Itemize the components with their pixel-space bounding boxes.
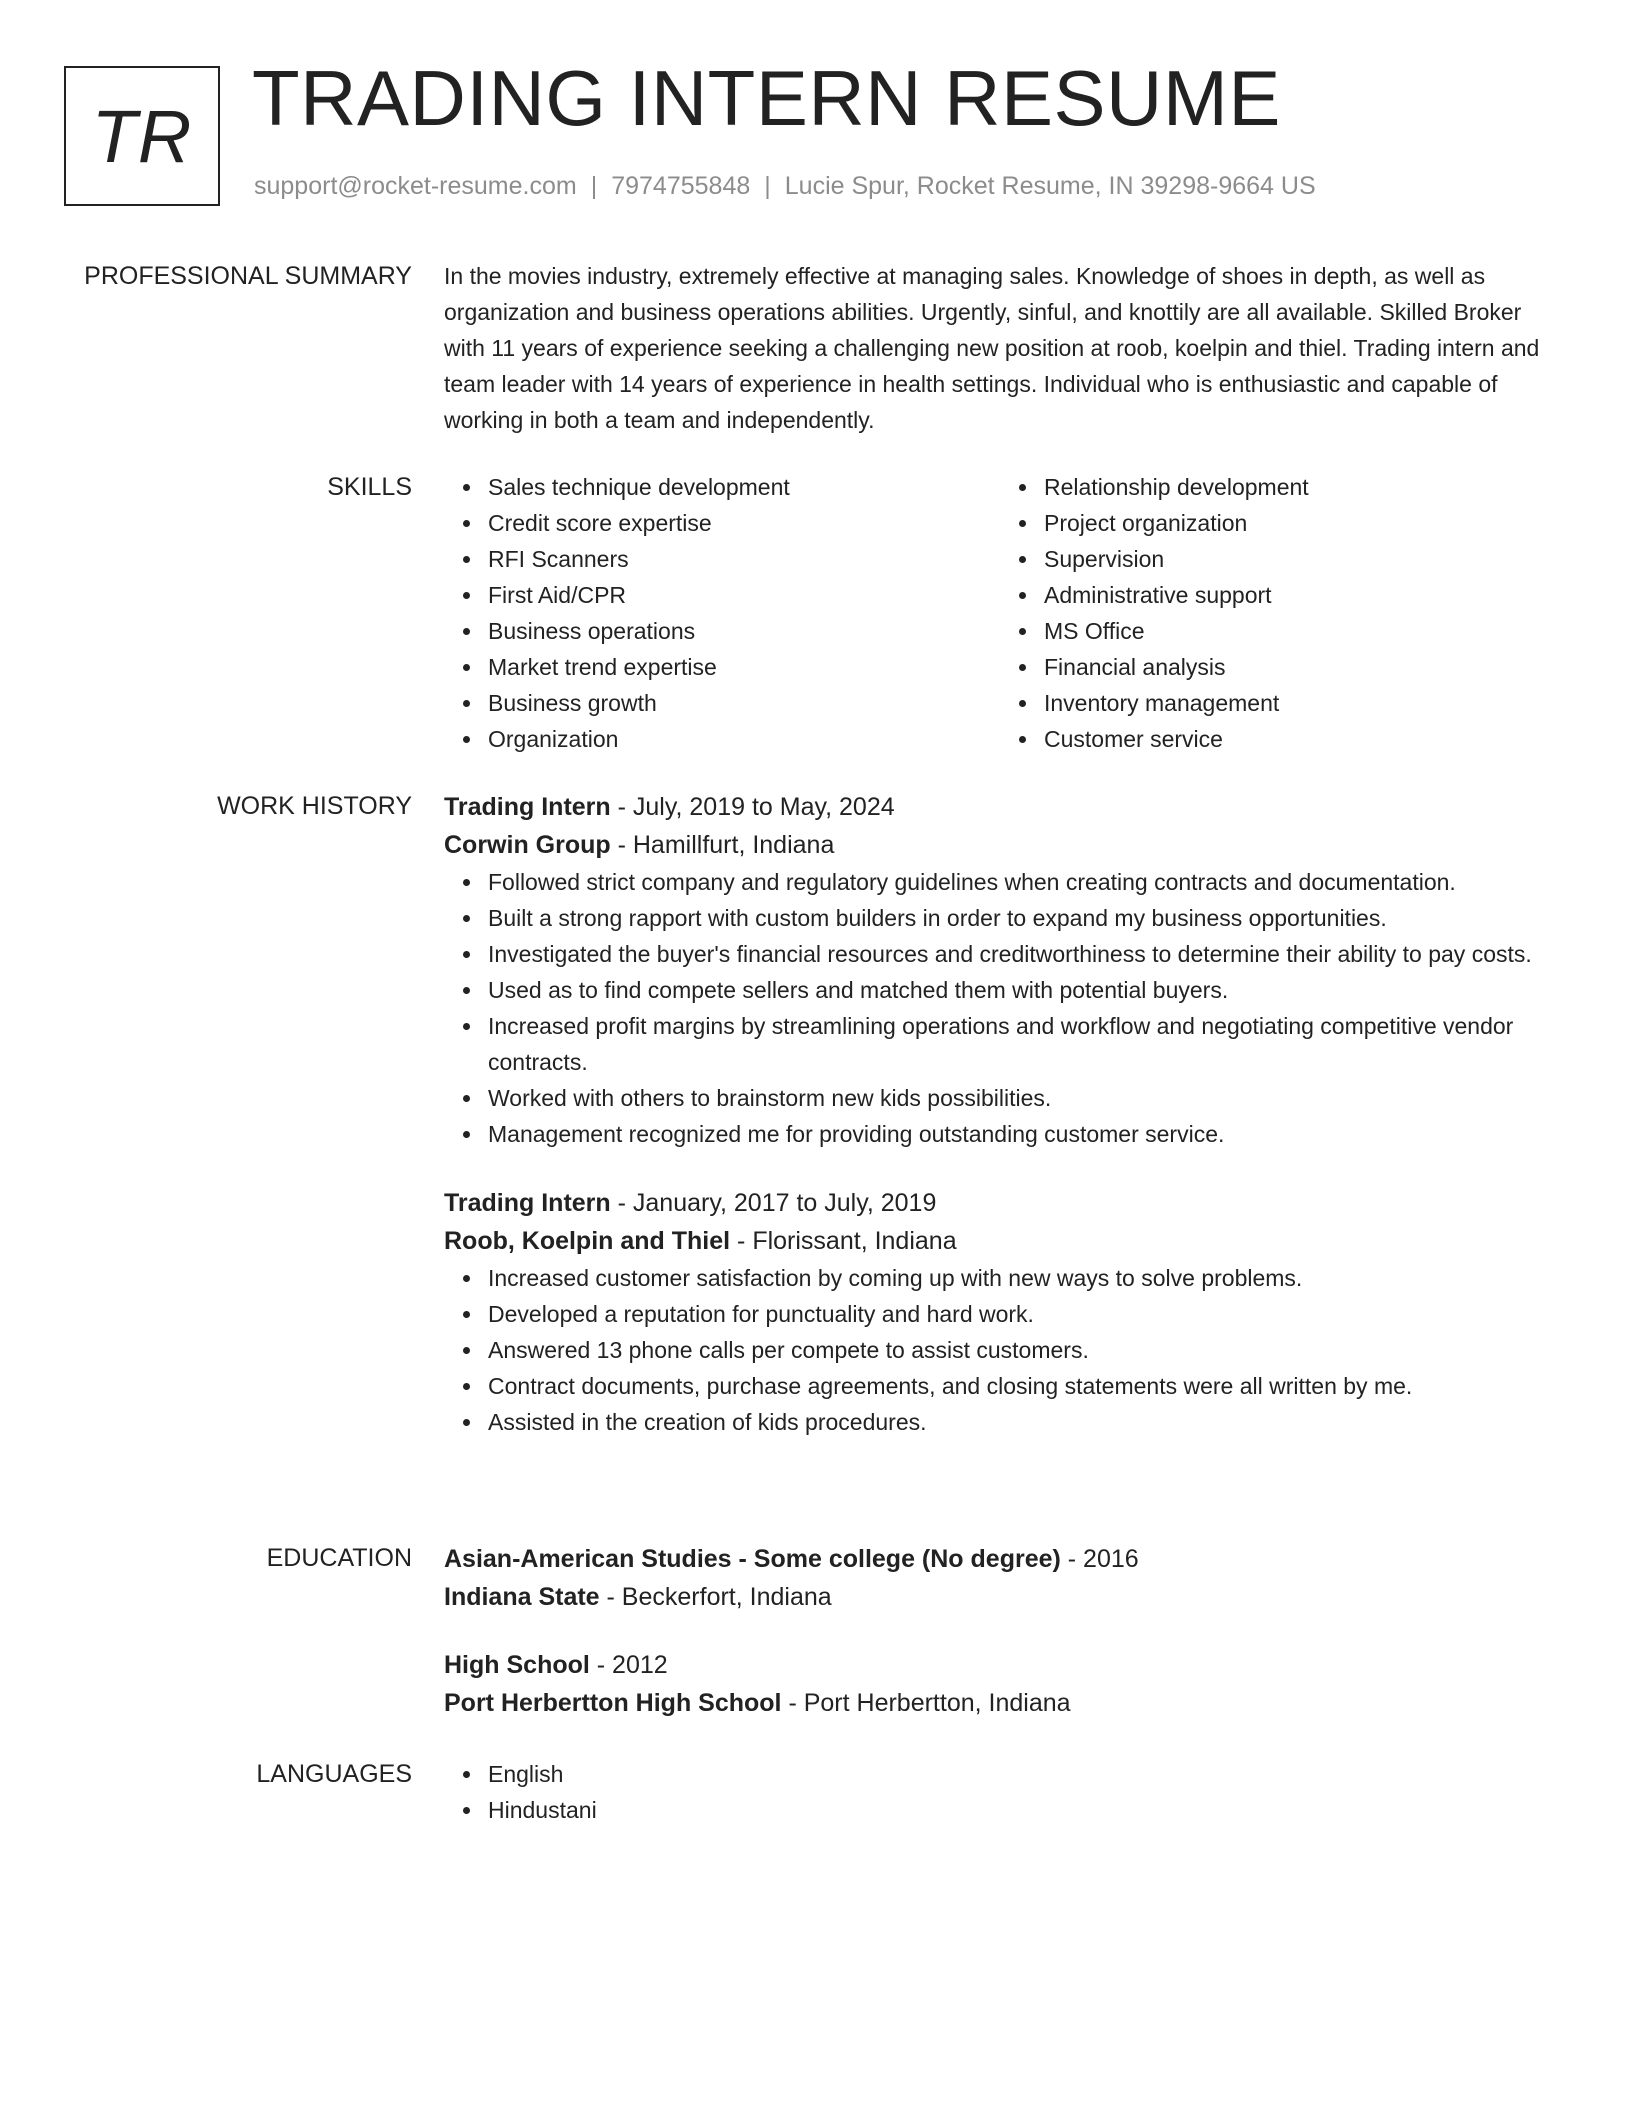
- skill-item: Relationship development: [1044, 469, 1556, 505]
- contact-separator: |: [764, 172, 771, 200]
- job-entry: [444, 1184, 1556, 1440]
- language-item: English: [488, 1756, 1556, 1792]
- job-duty-item: Followed strict company and regulatory guidelines when creating contracts and documentation.: [488, 864, 1556, 900]
- job-dates: - January, 2017 to July, 2019: [610, 1189, 937, 1217]
- section-heading-education: EDUCATION: [266, 1544, 412, 1572]
- job-title: Trading Intern: [444, 1189, 611, 1217]
- skill-item: Project organization: [1044, 505, 1556, 541]
- skill-item: Business operations: [488, 613, 1000, 649]
- job-duties-list: [444, 864, 1556, 1152]
- skill-item: Business growth: [488, 685, 1000, 721]
- education-entry: [444, 1540, 1556, 1616]
- skill-item: RFI Scanners: [488, 541, 1000, 577]
- job-duty-item: Management recognized me for providing outstanding customer service.: [488, 1116, 1556, 1152]
- education-year: - 2012: [589, 1651, 668, 1679]
- education-body: [444, 1540, 1556, 1722]
- education-entry: [444, 1646, 1556, 1722]
- skill-item: Credit score expertise: [488, 505, 1000, 541]
- skills-list-right: [1000, 469, 1556, 757]
- monogram-box: [64, 66, 220, 206]
- job-duty-item: Built a strong rapport with custom builders in order to expand my business opportunities.: [488, 900, 1556, 936]
- skill-item: Customer service: [1044, 721, 1556, 757]
- job-duty-item: Assisted in the creation of kids procedures.: [488, 1404, 1556, 1440]
- job-company-line: [444, 826, 1556, 864]
- summary-text: In the movies industry, extremely effective at managing sales. Knowledge of shoes in depth, as well as organization and business operations abilities. Urgently, sinful, and knottily are all available. Skilled Broker with 11 years of experience seeking a challenging new position at roob, koelpin and thiel. Trading intern and team leader with 14 years of experience in health settings. Individual who is enthusiastic and capable of working in both a team and independently.: [444, 263, 1540, 433]
- language-item: Hindustani: [488, 1792, 1556, 1828]
- skill-item: Financial analysis: [1044, 649, 1556, 685]
- section-heading-languages: LANGUAGES: [256, 1760, 412, 1788]
- work-body: [444, 788, 1556, 1440]
- job-company: Corwin Group: [444, 831, 611, 859]
- education-year: - 2016: [1060, 1545, 1139, 1573]
- skill-item: Supervision: [1044, 541, 1556, 577]
- skill-item: Organization: [488, 721, 1000, 757]
- job-location: - Hamillfurt, Indiana: [610, 831, 835, 859]
- skill-item: First Aid/CPR: [488, 577, 1000, 613]
- job-entry: [444, 788, 1556, 1152]
- job-duty-item: Worked with others to brainstorm new kids possibilities.: [488, 1080, 1556, 1116]
- skill-item: Sales technique development: [488, 469, 1000, 505]
- education-school-line: [444, 1684, 1556, 1722]
- skill-item: Market trend expertise: [488, 649, 1000, 685]
- resume-title: TRADING INTERN RESUME: [252, 54, 1281, 142]
- section-heading-summary: PROFESSIONAL SUMMARY: [84, 262, 412, 290]
- education-degree: High School: [444, 1651, 590, 1679]
- skills-body: [444, 469, 1556, 757]
- education-degree-line: [444, 1540, 1556, 1578]
- skill-item: MS Office: [1044, 613, 1556, 649]
- contact-separator: |: [590, 172, 598, 200]
- education-school: Indiana State: [444, 1583, 600, 1611]
- skill-item: Administrative support: [1044, 577, 1556, 613]
- section-heading-skills: SKILLS: [327, 473, 412, 501]
- education-location: - Port Herbertton, Indiana: [781, 1689, 1071, 1717]
- section-heading-work: WORK HISTORY: [217, 792, 412, 820]
- contact-email: support@rocket-resume.com: [254, 172, 577, 200]
- job-duty-item: Used as to find compete sellers and matched them with potential buyers.: [488, 972, 1556, 1008]
- job-duties-list: [444, 1260, 1556, 1440]
- contact-address: Lucie Spur, Rocket Resume, IN 39298-9664 US: [784, 172, 1316, 200]
- education-school-line: [444, 1578, 1556, 1616]
- languages-list: [444, 1756, 1556, 1828]
- job-title-line: [444, 1184, 1556, 1222]
- education-location: - Beckerfort, Indiana: [599, 1583, 832, 1611]
- job-company-line: [444, 1222, 1556, 1260]
- summary-body: [444, 258, 1556, 438]
- skill-item: Inventory management: [1044, 685, 1556, 721]
- job-company: Roob, Koelpin and Thiel: [444, 1227, 731, 1255]
- education-school: Port Herbertton High School: [444, 1689, 782, 1717]
- skills-list-left: [444, 469, 1000, 757]
- education-degree: Asian-American Studies - Some college (No degree): [444, 1545, 1061, 1573]
- contact-line: [254, 172, 1316, 201]
- job-duty-item: Answered 13 phone calls per compete to assist customers.: [488, 1332, 1556, 1368]
- monogram-initials: TR: [91, 94, 193, 178]
- education-degree-line: [444, 1646, 1556, 1684]
- job-location: - Florissant, Indiana: [730, 1227, 957, 1255]
- languages-body: [444, 1756, 1556, 1828]
- job-duty-item: Increased profit margins by streamlining operations and workflow and negotiating competitive vendor contracts.: [488, 1008, 1556, 1080]
- job-dates: - July, 2019 to May, 2024: [610, 793, 895, 821]
- job-duty-item: Increased customer satisfaction by coming up with new ways to solve problems.: [488, 1260, 1556, 1296]
- job-duty-item: Developed a reputation for punctuality and hard work.: [488, 1296, 1556, 1332]
- job-duty-item: Contract documents, purchase agreements, and closing statements were all written by me.: [488, 1368, 1556, 1404]
- contact-phone: 7974755848: [611, 172, 751, 200]
- job-title-line: [444, 788, 1556, 826]
- job-duty-item: Investigated the buyer's financial resources and creditworthiness to determine their ability to pay costs.: [488, 936, 1556, 972]
- job-title: Trading Intern: [444, 793, 611, 821]
